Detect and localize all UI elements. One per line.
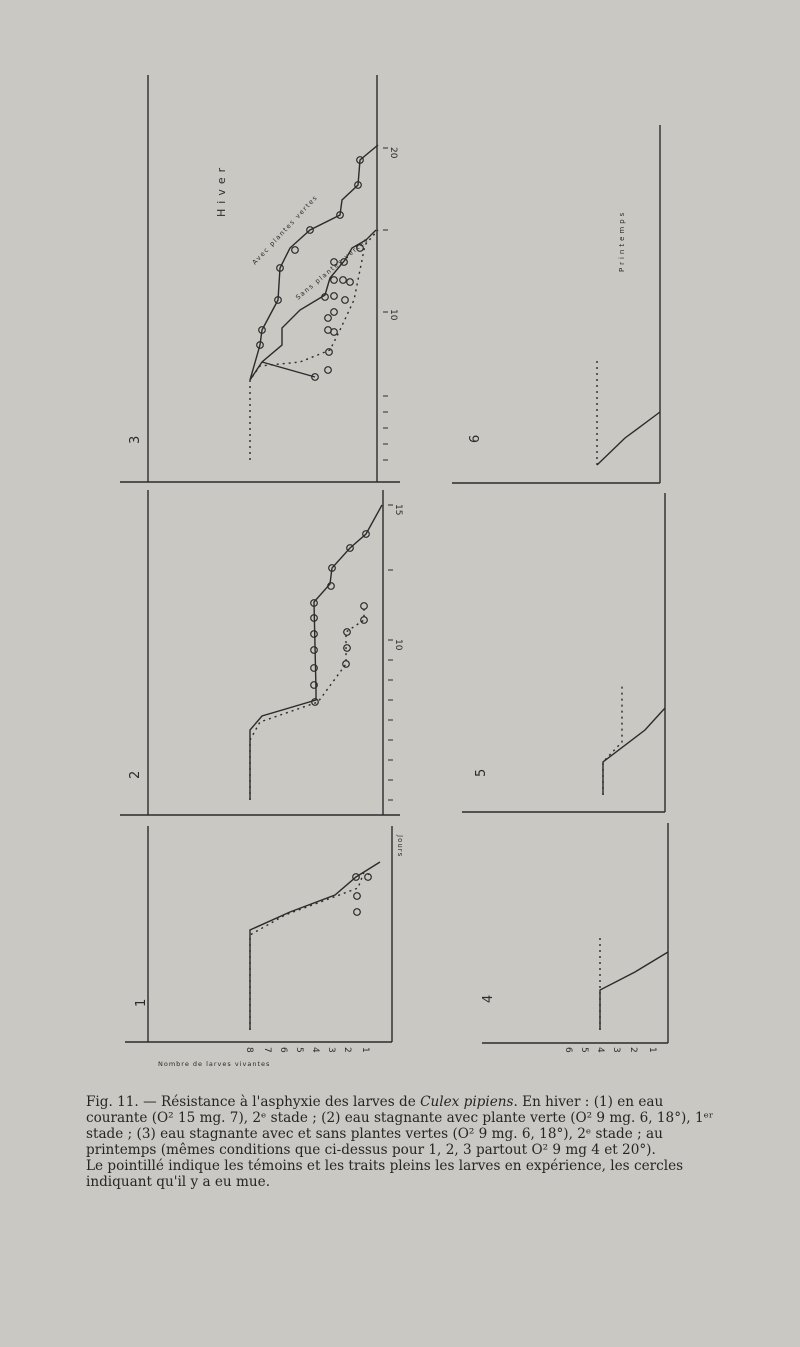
panel-4-exp-solid [600, 952, 668, 1030]
panel-number-3: 3 [128, 435, 143, 444]
curve-label-sans: Sans plantes vertes [294, 235, 371, 302]
y-tick-8: 8 [244, 1047, 254, 1053]
x-tick-labels [388, 147, 403, 651]
panel-3-avec-solid [250, 145, 378, 380]
caption-text-2: . En hiver : (1) en eau courante (O² 15 mg. 7), 2ᵉ stade ; (2) eau stagnante avec plante verte (O² 9 mg. 6, 18°), 1ᵉʳ stade ; (3) eau stagnante avec et sans plantes vertes (O² 9 mg. 6, 18°), 2ᵉ stade ; au printemps (mêmes conditions que ci-dessus pour 1, 2, 3 partout O² 9 mg 4 et 20°). [86, 1094, 714, 1158]
panel-5-curves [603, 685, 665, 795]
y-tick-4: 4 [310, 1047, 320, 1053]
caption-paragraph-1 [86, 1094, 726, 1158]
panel-number-6: 6 [468, 434, 483, 443]
y-tick-right-4: 4 [595, 1047, 605, 1053]
y-tick-right-5: 5 [579, 1047, 589, 1053]
panel-1-exp-solid [250, 862, 380, 1030]
y-tick-6: 6 [278, 1047, 288, 1053]
x-tick-p3-top: 20 [388, 147, 398, 159]
y-tick-2: 2 [342, 1047, 352, 1053]
x-tick-p3-mid: 10 [388, 309, 398, 321]
figure-caption [86, 1094, 726, 1190]
panel-3-curves [250, 145, 378, 460]
y-tick-5: 5 [294, 1047, 304, 1053]
caption-text-1: Résistance à l'asphyxie des larves de [161, 1094, 421, 1110]
panel-4-curves [600, 935, 668, 1030]
x-tick-p2-top: 15 [393, 504, 403, 516]
tick-marks [383, 148, 393, 800]
y-tick-1: 1 [360, 1047, 370, 1053]
x-tick-p2-mid: 10 [393, 639, 403, 651]
panel-number-2: 2 [128, 770, 143, 779]
caption-dash: — [138, 1094, 161, 1110]
caption-paragraph-2: Le pointillé indique les témoins et les traits pleins les larves en expérience, les cercles indiquant qu'il y a eu mue. [86, 1158, 684, 1190]
y-axis-label: Nombre de larves vivantes [158, 1060, 271, 1068]
panel-number-4: 4 [481, 994, 496, 1003]
hiver-label: Hiver [215, 162, 228, 217]
panel-1-circles [353, 874, 372, 916]
caption-species: Culex pipiens [420, 1094, 514, 1110]
panel-3-circles [257, 157, 364, 381]
y-tick-3: 3 [326, 1047, 336, 1053]
y-tick-right-3: 3 [611, 1047, 621, 1053]
caption-fig-label: Fig. 11. [86, 1094, 139, 1110]
curve-label-avec: Avec plantes vertes [250, 193, 320, 267]
y-tick-right-6: 6 [563, 1047, 573, 1053]
panel-number-5: 5 [474, 768, 489, 777]
panel-number-1: 1 [134, 998, 149, 1007]
panel-5-control-dotted [603, 685, 622, 795]
panel-2-circles [311, 531, 370, 706]
panel-3-control-dotted [250, 230, 378, 460]
y-tick-right-1: 1 [647, 1047, 657, 1053]
panel-1-curves [250, 862, 380, 1030]
panel-6-curves [597, 360, 660, 465]
x-axis-label: Jours [396, 835, 404, 858]
printemps-label: Printemps [618, 209, 626, 272]
panel-numbers [128, 435, 496, 1007]
y-tick-7: 7 [262, 1047, 272, 1053]
y-tick-right-2: 2 [628, 1047, 638, 1053]
panel-6-exp-solid [597, 412, 660, 465]
y-tick-labels [244, 1047, 657, 1053]
panel-3-short-solid [262, 362, 315, 377]
panel-5-exp-solid [603, 708, 665, 795]
